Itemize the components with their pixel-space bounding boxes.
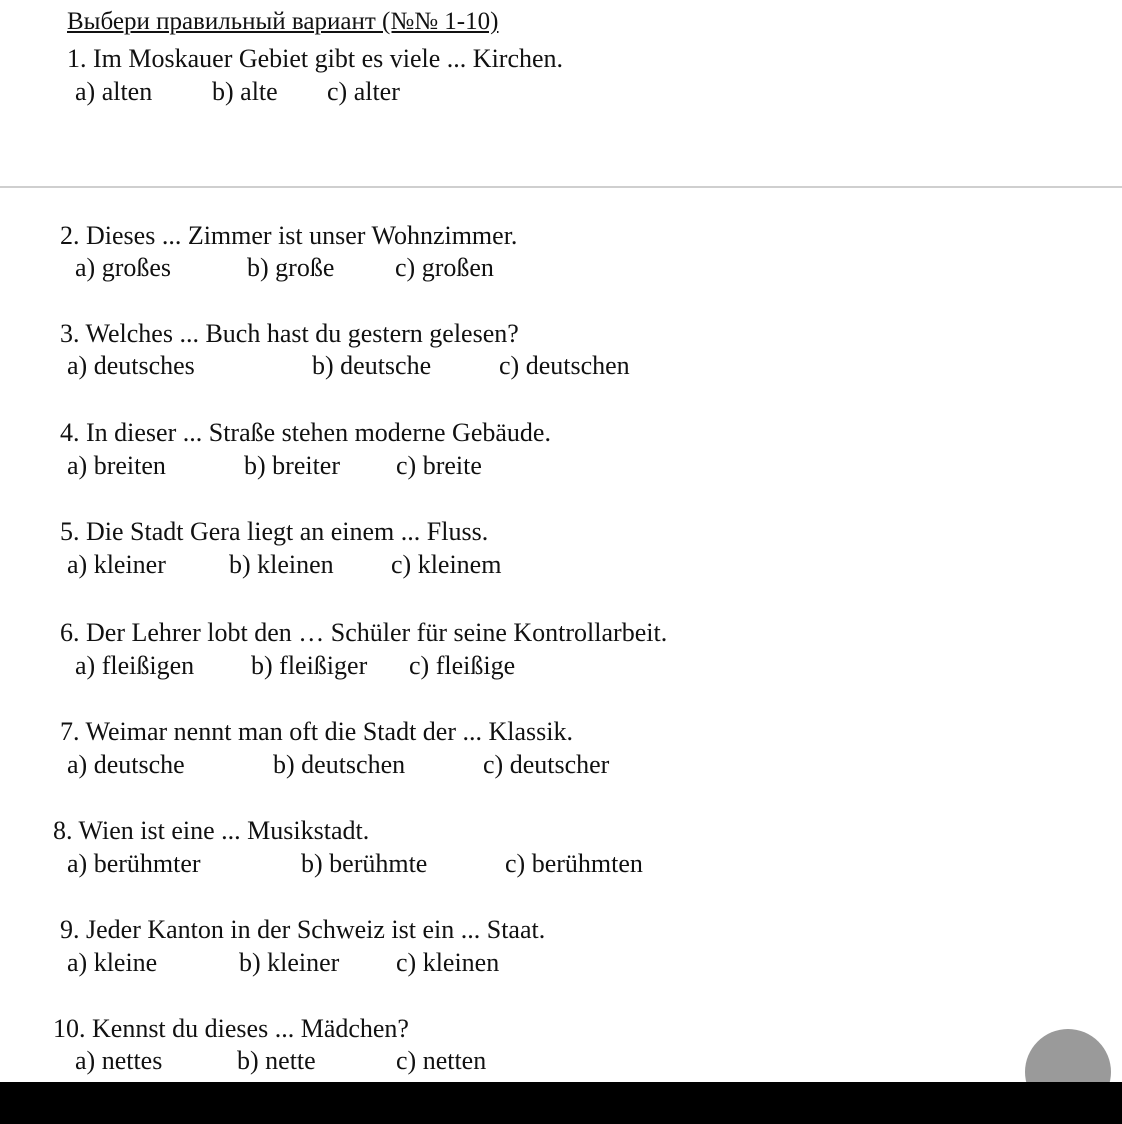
option-b: b) deutschen [273,750,406,779]
option-a: a) alten [75,77,153,106]
worksheet-title: Выбери правильный вариант (№№ 1-10) [67,8,499,35]
question-10: 10. Kennst du dieses ... Mädchen? [53,1014,409,1043]
question-2: 2. Dieses ... Zimmer ist unser Wohnzimmer. [60,221,518,250]
option-c: c) netten [396,1046,487,1075]
option-a: a) berühmter [67,849,201,878]
option-b: b) kleiner [239,948,340,977]
option-a: a) deutsche [67,750,185,779]
option-c: c) großen [395,253,494,282]
option-a: a) breiten [67,451,166,480]
question-3: 3. Welches ... Buch hast du gestern gelesen? [60,319,519,348]
option-c: c) deutscher [483,750,610,779]
option-c: c) kleinen [396,948,500,977]
option-a: a) nettes [75,1046,163,1075]
option-b: b) kleinen [229,550,334,579]
option-c: c) fleißige [409,651,516,680]
option-b: b) nette [237,1046,316,1075]
question-7: 7. Weimar nennt man oft die Stadt der ... Klassik. [60,717,573,746]
option-b: b) berühmte [301,849,428,878]
option-b: b) breiter [244,451,341,480]
option-c: c) kleinem [391,550,502,579]
option-c: c) breite [396,451,482,480]
option-a: a) großes [75,253,172,282]
option-b: b) deutsche [312,351,432,380]
option-b: b) fleißiger [251,651,368,680]
question-4: 4. In dieser ... Straße stehen moderne Gebäude. [60,418,551,447]
question-6: 6. Der Lehrer lobt den … Schüler für seine Kontrollarbeit. [60,618,668,647]
option-a: a) kleine [67,948,158,977]
option-b: b) große [247,253,335,282]
bottom-bar [0,1082,1122,1124]
option-c: c) deutschen [499,351,630,380]
option-a: a) kleiner [67,550,166,579]
option-c: c) alter [327,77,400,106]
question-8: 8. Wien ist eine ... Musikstadt. [53,816,370,845]
option-b: b) alte [212,77,278,106]
question-5: 5. Die Stadt Gera liegt an einem ... Fluss. [60,517,489,546]
option-c: c) berühmten [505,849,643,878]
option-a: a) deutsches [67,351,195,380]
question-9: 9. Jeder Kanton in der Schweiz ist ein ... Staat. [60,915,546,944]
page-divider [0,186,1122,188]
option-a: a) fleißigen [75,651,195,680]
question-1: 1. Im Moskauer Gebiet gibt es viele ... Kirchen. [67,44,564,73]
